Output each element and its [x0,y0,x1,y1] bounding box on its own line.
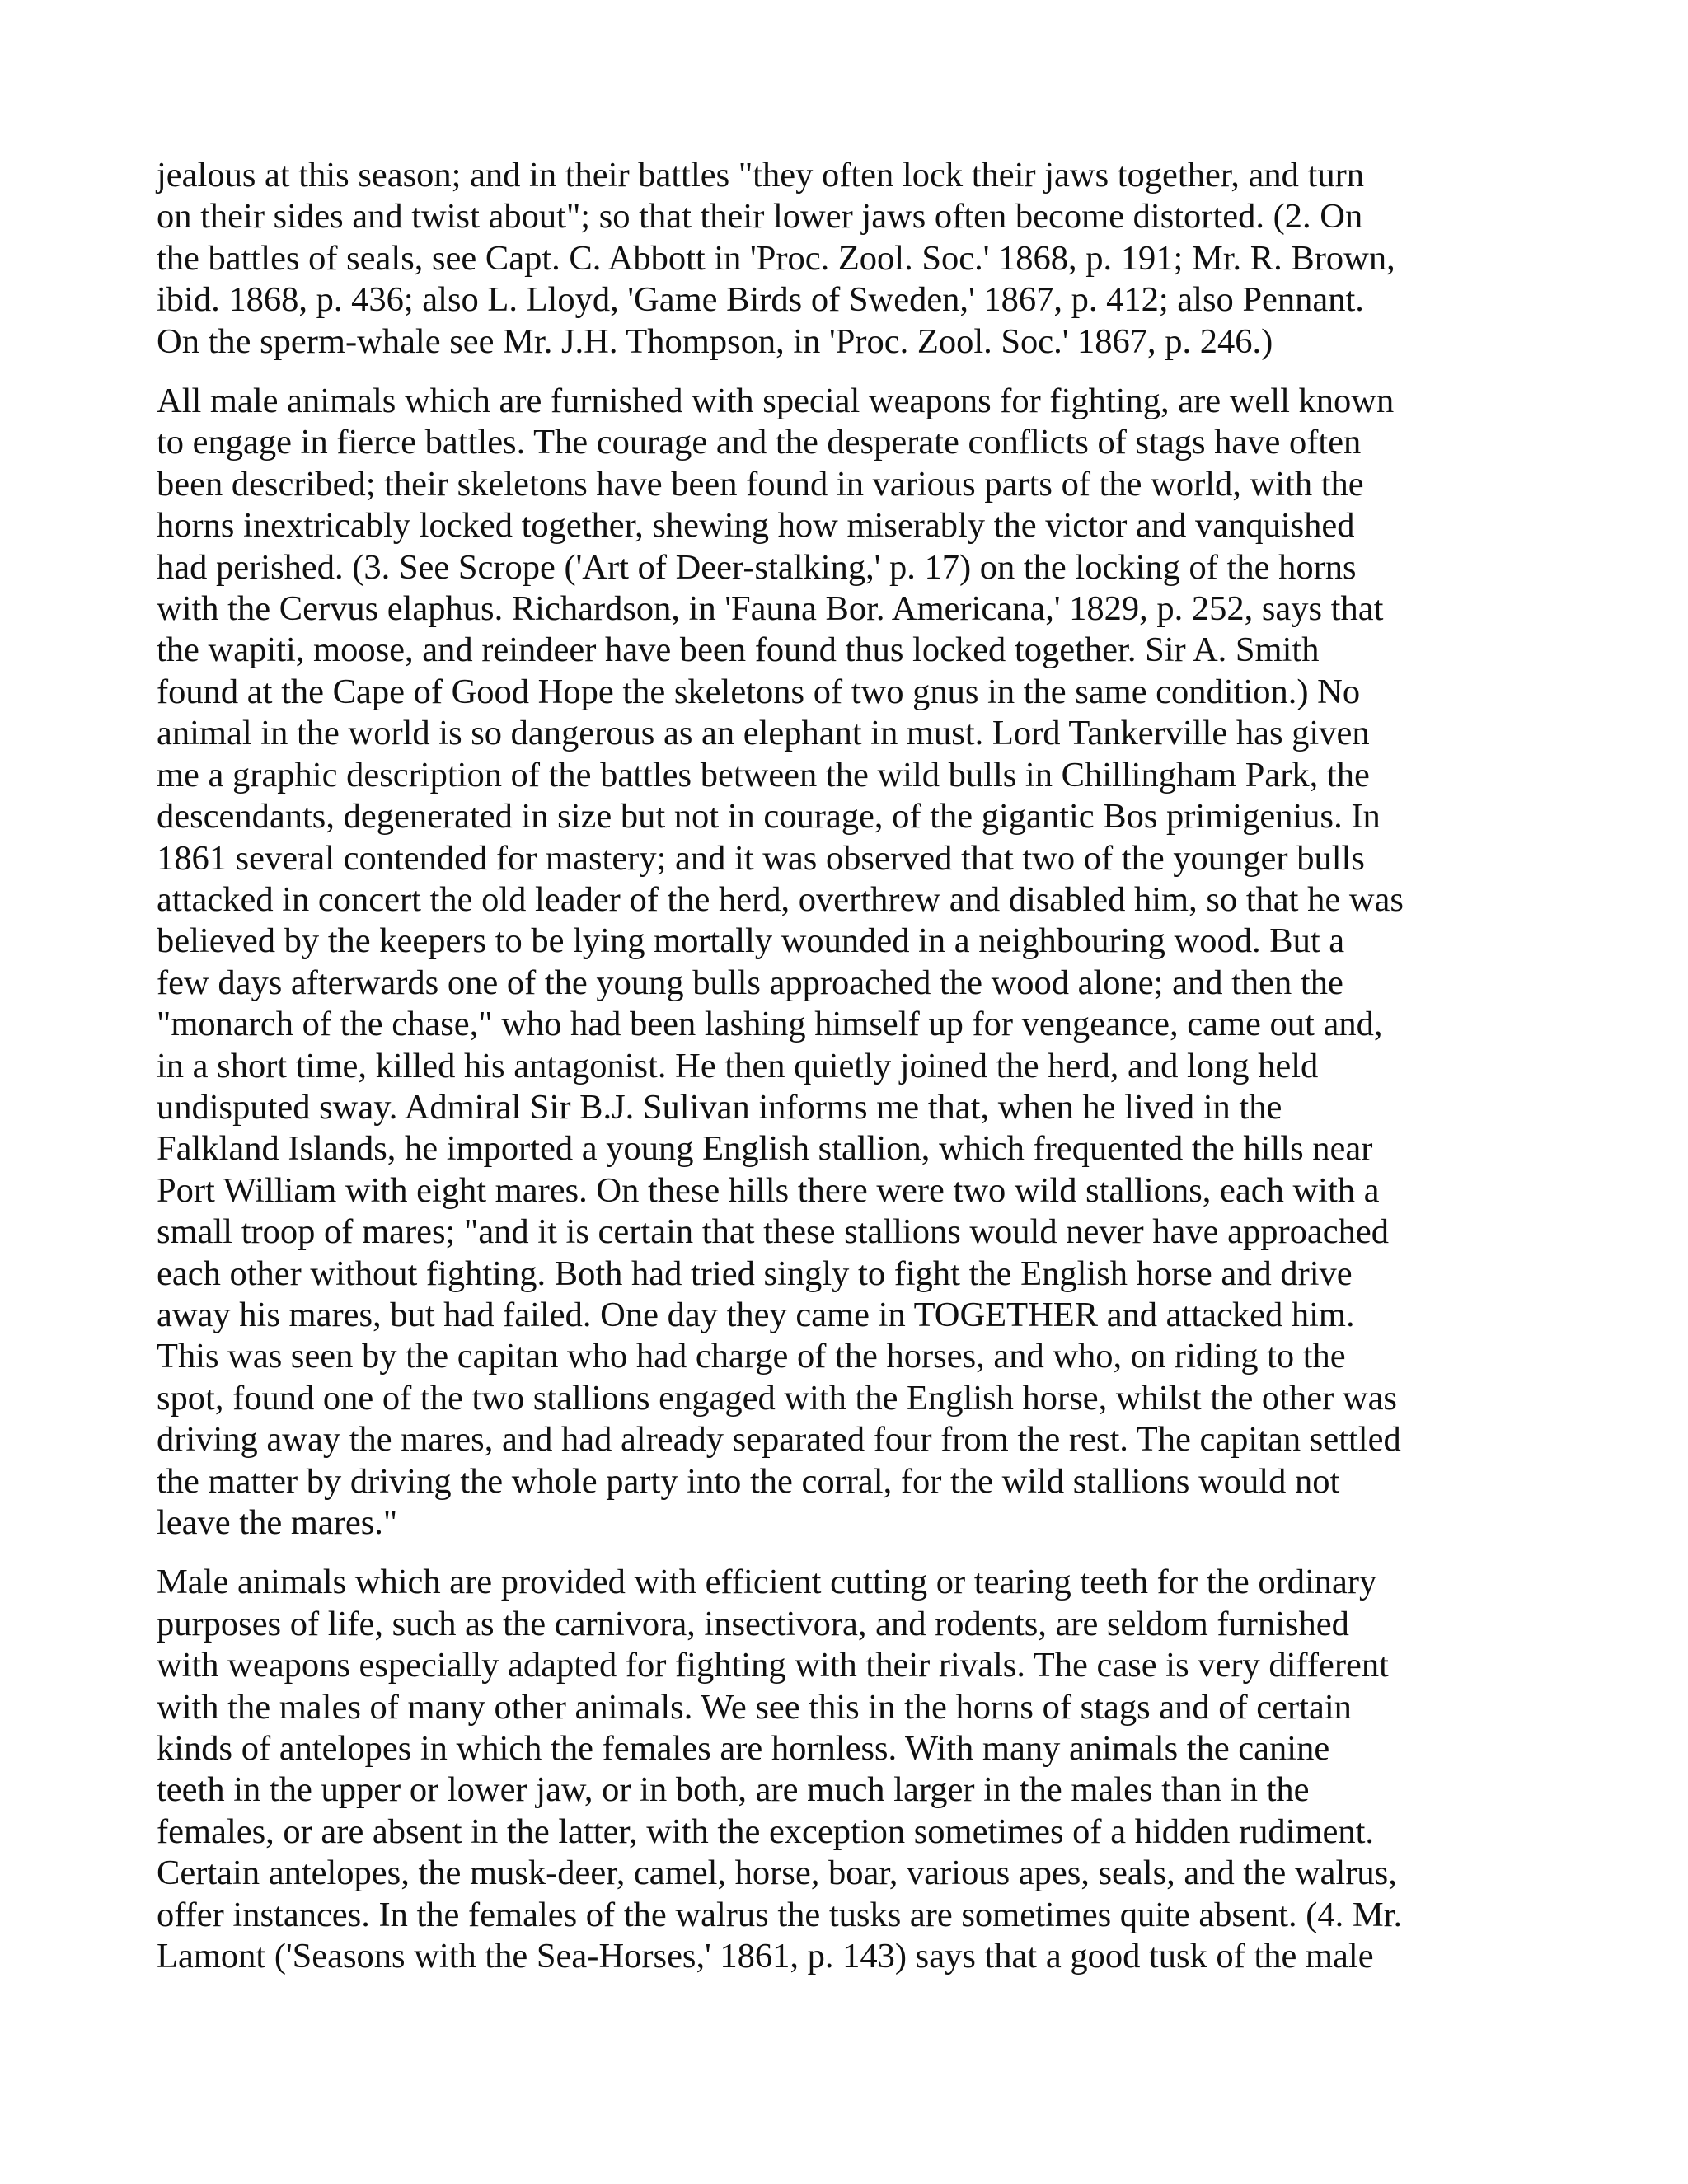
text-line: the wapiti, moose, and reindeer have been found thus locked together. Sir A. Smith [157,630,1320,670]
text-line: with the males of many other animals. We see this in the horns of stags and of certain [157,1687,1352,1727]
text-line: with the Cervus elaphus. Richardson, in 'Fauna Bor. Americana,' 1829, p. 252, says that [157,589,1384,629]
text-line: small troop of mares; "and it is certain that these stallions would never have approached [157,1212,1389,1252]
text-line: animal in the world is so dangerous as an elephant in must. Lord Tankerville has given [157,714,1370,753]
text-line: each other without fighting. Both had tried singly to fight the English horse and drive [157,1254,1353,1293]
text-line: descendants, degenerated in size but not in courage, of the gigantic Bos primigenius. In [157,797,1381,837]
text-line: leave the mares." [157,1503,398,1542]
text-line: All male animals which are furnished with special weapons for fighting, are well known [157,382,1395,421]
text-line: Certain antelopes, the musk-deer, camel, horse, boar, various apes, seals, and the walrus, [157,1854,1397,1893]
text-line: away his mares, but had failed. One day they came in TOGETHER and attacked him. [157,1295,1355,1334]
text-line: found at the Cape of Good Hope the skeletons of two gnus in the same condition.) No [157,672,1361,711]
text-line: Port William with eight mares. On these hills there were two wild stallions, each with a [157,1170,1380,1210]
text-line: the battles of seals, see Capt. C. Abbott in 'Proc. Zool. Soc.' 1868, p. 191; Mr. R. Brown, [157,238,1395,278]
text-line: females, or are absent in the latter, with the exception sometimes of a hidden rudiment. [157,1811,1375,1851]
text-line: spot, found one of the two stallions engaged with the English horse, whilst the other was [157,1378,1397,1418]
text-line: attacked in concert the old leader of the herd, overthrew and disabled him, so that he was [157,879,1404,919]
text-line: to engage in fierce battles. The courage and the desperate conflicts of stags have often [157,423,1362,462]
paragraph-1 [157,155,1558,363]
text-line: offer instances. In the females of the walrus the tusks are sometimes quite absent. (4. Mr. [157,1895,1403,1934]
text-line: few days afterwards one of the young bulls approached the wood alone; and then the [157,963,1343,1002]
text-line: 1861 several contended for mastery; and it was observed that two of the younger bulls [157,838,1365,878]
paragraph-3 [157,1562,1558,1977]
text-line: in a short time, killed his antagonist. He then quietly joined the herd, and long held [157,1046,1319,1085]
paragraph-2 [157,381,1558,1544]
text-line: with weapons especially adapted for fighting with their rivals. The case is very different [157,1646,1389,1685]
text-line: believed by the keepers to be lying mortally wounded in a neighbouring wood. But a [157,921,1345,961]
text-line: on their sides and twist about"; so that their lower jaws often become distorted. (2. On [157,197,1363,237]
text-line: "monarch of the chase," who had been lashing himself up for vengeance, came out and, [157,1005,1383,1044]
text-line: kinds of antelopes in which the females are hornless. With many animals the canine [157,1729,1330,1769]
text-line: had perished. (3. See Scrope ('Art of Deer-stalking,' p. 17) on the locking of the horns [157,547,1357,587]
text-line: driving away the mares, and had already separated four from the rest. The capitan settled [157,1420,1401,1460]
text-line: Male animals which are provided with efficient cutting or tearing teeth for the ordinary [157,1563,1377,1602]
text-line: Lamont ('Seasons with the Sea-Horses,' 1861, p. 143) says that a good tusk of the male [157,1937,1374,1976]
text-line: On the sperm-whale see Mr. J.H. Thompson, in 'Proc. Zool. Soc.' 1867, p. 246.) [157,321,1273,361]
text-line: jealous at this season; and in their battles "they often lock their jaws together, and turn [157,156,1364,194]
text-line: me a graphic description of the battles between the wild bulls in Chillingham Park, the [157,755,1370,794]
text-line: been described; their skeletons have been found in various parts of the world, with the [157,464,1364,504]
text-line: purposes of life, such as the carnivora, insectivora, and rodents, are seldom furnished [157,1604,1349,1643]
text-line: This was seen by the capitan who had charge of the horses, and who, on riding to the [157,1337,1346,1376]
text-line: Falkland Islands, he imported a young English stallion, which frequented the hills near [157,1129,1373,1169]
text-line: the matter by driving the whole party into the corral, for the wild stallions would not [157,1461,1340,1501]
text-line: undisputed sway. Admiral Sir B.J. Sulivan informs me that, when he lived in the [157,1087,1282,1127]
text-line: teeth in the upper or lower jaw, or in both, are much larger in the males than in the [157,1770,1310,1810]
text-line: horns inextricably locked together, shewing how miserably the victor and vanquished [157,506,1355,546]
body-text [157,155,1558,1995]
text-line: ibid. 1868, p. 436; also L. Lloyd, 'Game Birds of Sweden,' 1867, p. 412; also Pennant. [157,280,1364,320]
